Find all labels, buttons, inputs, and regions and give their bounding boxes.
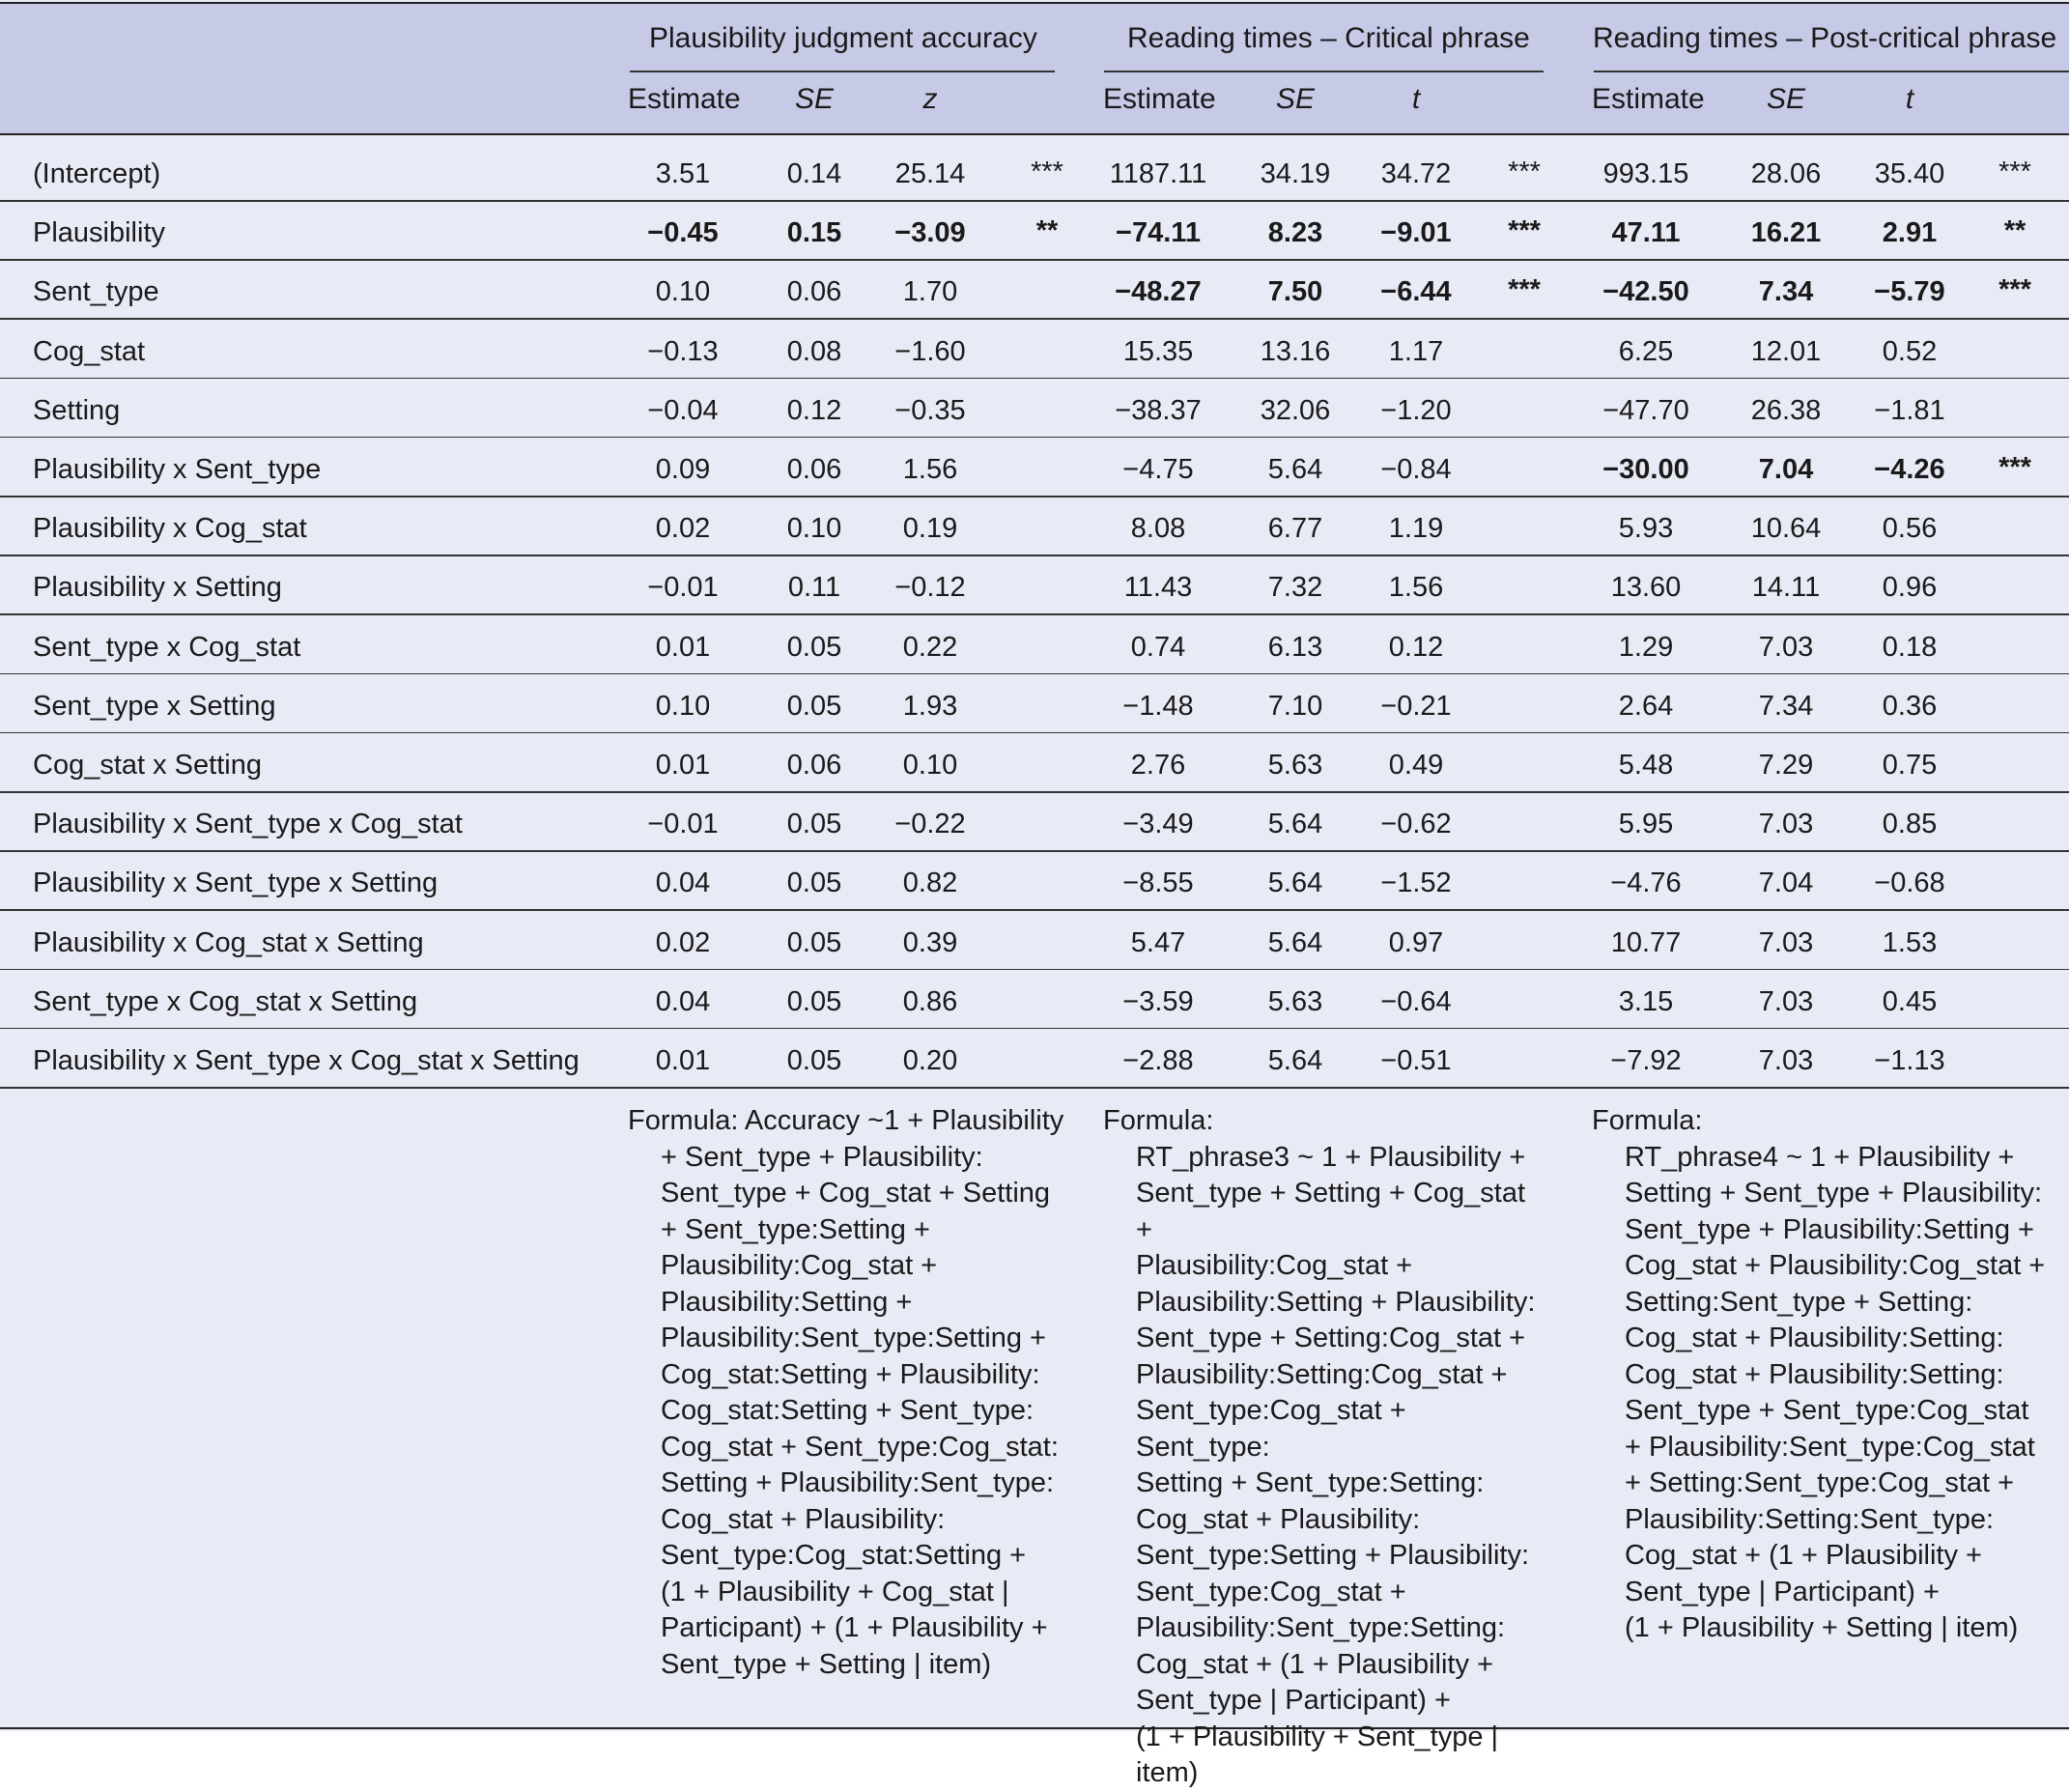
table-cell: 2.64	[1618, 690, 1674, 722]
formula-line: Plausibility:Sent_type:Setting:	[1136, 1612, 1506, 1643]
formula-line: + Sent_type:Setting +	[661, 1213, 930, 1245]
formula-line: Cog_stat + Plausibility:Setting:	[1625, 1358, 2004, 1390]
formula-line: Sent_type + Sent_type:Cog_stat	[1625, 1395, 2029, 1426]
significance-stars: **	[1035, 215, 1059, 247]
significance-stars: ***	[1508, 215, 1541, 247]
table-cell: 0.04	[655, 985, 711, 1017]
formula-line: Cog_stat:Setting + Sent_type:	[661, 1395, 1034, 1426]
table-cell: 13.60	[1610, 572, 1682, 604]
table-cell: 0.15	[786, 217, 842, 249]
table-cell: 10.64	[1750, 513, 1822, 545]
table-cell: 7.04	[1758, 454, 1814, 485]
formula-line: Sent_type:Cog_stat +	[1136, 1576, 1406, 1607]
table-cell: −48.27	[1115, 276, 1202, 308]
table-cell: 0.85	[1882, 809, 1938, 840]
table-cell: −47.70	[1602, 394, 1689, 426]
table-cell: 5.64	[1267, 809, 1323, 840]
table-cell: 10.77	[1610, 926, 1682, 958]
table-cell: −7.92	[1610, 1045, 1682, 1076]
table-cell: 5.64	[1267, 454, 1323, 485]
row-label: Sent_type x Cog_stat x Setting	[33, 985, 418, 1017]
table-cell: −6.44	[1380, 276, 1452, 308]
table-cell: 13.16	[1260, 335, 1331, 367]
subheader-se: SE	[1766, 83, 1806, 115]
subheader-stat: t	[1411, 83, 1421, 115]
table-cell: −0.64	[1380, 985, 1452, 1017]
table-cell: 5.63	[1267, 985, 1323, 1017]
subheader-estimate: Estimate	[628, 83, 741, 115]
table-cell: 34.72	[1380, 158, 1452, 189]
table-cell: 7.03	[1758, 809, 1814, 840]
formula-line: Cog_stat + Plausibility:Cog_stat +	[1625, 1250, 2046, 1281]
table-cell: 0.01	[655, 750, 711, 781]
significance-stars: ***	[1998, 452, 2031, 483]
formula-heading: Formula:	[1103, 1105, 1214, 1136]
table-cell: 0.04	[655, 868, 711, 899]
table-cell: 12.01	[1750, 335, 1822, 367]
formula-line: Plausibility:Setting:Sent_type:	[1625, 1503, 1995, 1535]
table-cell: 0.10	[655, 690, 711, 722]
row-label: Plausibility x Cog_stat x Setting	[33, 926, 424, 958]
table-cell: 1.29	[1618, 631, 1674, 663]
group-rule-critical	[1104, 71, 1544, 72]
row-divider	[0, 613, 2069, 615]
subheader-stat: t	[1905, 83, 1914, 115]
table-cell: −0.45	[647, 217, 719, 249]
table-cell: −0.22	[894, 809, 966, 840]
table-cell: −0.01	[647, 809, 719, 840]
table-cell: −74.11	[1116, 217, 1201, 249]
formula-line: + Plausibility:Sent_type:Cog_stat	[1625, 1431, 2035, 1463]
formula-line: Sent_type:Setting + Plausibility:	[1136, 1540, 1530, 1571]
model-formula	[1592, 1103, 2065, 1647]
significance-stars: ***	[1031, 156, 1063, 187]
row-divider	[0, 200, 2069, 202]
table-cell: −2.88	[1122, 1045, 1194, 1076]
table-cell: 1.17	[1388, 335, 1444, 367]
row-divider	[0, 850, 2069, 852]
table-cell: 0.49	[1388, 750, 1444, 781]
formula-line: Plausibility:Setting + Plausibility:	[1136, 1286, 1536, 1318]
formula-line: Participant) + (1 + Plausibility +	[661, 1612, 1048, 1643]
subheader-stat: z	[922, 83, 938, 115]
table-cell: −3.09	[894, 217, 966, 249]
table-cell: 0.86	[902, 985, 958, 1017]
table-cell: 0.01	[655, 1045, 711, 1076]
formula-line: Sent_type + Cog_stat + Setting	[661, 1178, 1051, 1209]
formula-line: Setting + Plausibility:Sent_type:	[661, 1467, 1055, 1498]
formula-line: Cog_stat + Sent_type:Cog_stat:	[661, 1431, 1059, 1463]
subheader-se: SE	[794, 83, 835, 115]
table-cell: 7.10	[1267, 690, 1323, 722]
table-cell: −0.68	[1874, 868, 1945, 899]
row-label: Sent_type	[33, 276, 159, 308]
row-divider	[0, 259, 2069, 261]
row-divider	[0, 1028, 2069, 1030]
table-cell: −0.62	[1380, 809, 1452, 840]
row-divider	[0, 378, 2069, 380]
table-cell: 0.18	[1882, 631, 1938, 663]
row-label: Plausibility x Sent_type	[33, 454, 322, 485]
table-cell: 7.03	[1758, 926, 1814, 958]
row-divider	[0, 791, 2069, 793]
formula-line: Cog_stat + Plausibility:	[661, 1503, 946, 1535]
group-rule-accuracy	[630, 71, 1055, 72]
table-cell: −4.26	[1874, 454, 1945, 485]
table-cell: 0.39	[902, 926, 958, 958]
row-divider	[0, 496, 2069, 498]
table-cell: 3.51	[655, 158, 711, 189]
formula-line: item)	[1136, 1757, 1199, 1788]
table-cell: 14.11	[1751, 572, 1821, 604]
subheader-estimate: Estimate	[1103, 83, 1216, 115]
table-cell: 1.93	[902, 690, 958, 722]
table-cell: 0.06	[786, 750, 842, 781]
table-cell: 1.19	[1388, 513, 1444, 545]
formula-line: Cog_stat + (1 + Plausibility +	[1136, 1648, 1493, 1680]
formula-line: (1 + Plausibility + Setting | item)	[1625, 1612, 2019, 1643]
formula-line: Plausibility:Cog_stat +	[661, 1250, 938, 1281]
row-label: Cog_stat x Setting	[33, 750, 262, 781]
significance-stars: ***	[1998, 274, 2031, 306]
row-divider	[0, 969, 2069, 971]
table-cell: 5.64	[1267, 926, 1323, 958]
subheader-estimate: Estimate	[1592, 83, 1705, 115]
formula-line: (1 + Plausibility + Cog_stat |	[661, 1576, 1009, 1607]
table-cell: 5.48	[1618, 750, 1674, 781]
table-cell: 0.75	[1882, 750, 1938, 781]
row-divider	[0, 555, 2069, 556]
table-cell: 0.02	[655, 513, 711, 545]
table-cell: 0.97	[1388, 926, 1444, 958]
group-header-critical: Reading times – Critical phrase	[1127, 22, 1530, 54]
table-cell: −38.37	[1115, 394, 1202, 426]
row-divider	[0, 732, 2069, 734]
table-cell: 0.10	[786, 513, 842, 545]
table-cell: 0.09	[655, 454, 711, 485]
formula-line: (1 + Plausibility + Sent_type |	[1136, 1721, 1499, 1752]
formula-line: Cog_stat + Plausibility:Setting:	[1625, 1323, 2004, 1353]
row-divider	[0, 673, 2069, 675]
table-cell: 1.53	[1882, 926, 1938, 958]
formula-line: Sent_type:Cog_stat:Setting +	[661, 1540, 1027, 1571]
row-label: Plausibility x Sent_type x Setting	[33, 868, 439, 899]
table-cell: 0.05	[786, 868, 842, 899]
table-cell: −0.04	[647, 394, 719, 426]
table-cell: 0.02	[655, 926, 711, 958]
table-cell: 2.76	[1130, 750, 1186, 781]
row-label: Plausibility	[33, 217, 165, 249]
table-cell: 6.25	[1618, 335, 1674, 367]
formula-line: Sent_type:Cog_stat + Sent_type:	[1136, 1395, 1406, 1463]
table-cell: −1.20	[1380, 394, 1452, 426]
table-cell: 1.70	[902, 276, 958, 308]
table-cell: 5.64	[1267, 868, 1323, 899]
row-label: Plausibility x Sent_type x Cog_stat	[33, 809, 463, 840]
table-cell: 1.56	[902, 454, 958, 485]
table-cell: 0.56	[1882, 513, 1938, 545]
formula-line: + Sent_type + Plausibility:	[661, 1141, 983, 1173]
table-cell: 0.05	[786, 631, 842, 663]
table-cell: −0.01	[647, 572, 719, 604]
table-cell: −0.21	[1380, 690, 1452, 722]
table-cell: 993.15	[1602, 158, 1689, 189]
table-cell: 47.11	[1611, 217, 1681, 249]
table-cell: −3.49	[1122, 809, 1194, 840]
formula-heading: Formula: Accuracy ~1 + Plausibility	[628, 1105, 1064, 1136]
table-cell: 0.10	[902, 750, 958, 781]
table-cell: 6.77	[1267, 513, 1323, 545]
table-cell: 0.12	[786, 394, 842, 426]
row-label: Plausibility x Setting	[33, 572, 282, 604]
table-cell: −0.35	[894, 394, 966, 426]
table-cell: −0.12	[894, 572, 966, 604]
table-cell: 0.05	[786, 1045, 842, 1076]
subheader-se: SE	[1275, 83, 1316, 115]
formula-line: Sent_type | Participant) +	[1625, 1576, 1940, 1607]
table-cell: 5.93	[1618, 513, 1674, 545]
row-divider	[0, 1087, 2069, 1089]
table-cell: −0.13	[647, 335, 719, 367]
model-formula	[1103, 1103, 1547, 1792]
formula-line: Setting:Sent_type + Setting:	[1625, 1286, 1973, 1318]
table-cell: 5.95	[1618, 809, 1674, 840]
table-cell: 28.06	[1750, 158, 1822, 189]
formula-line: Setting + Sent_type:Setting:	[1136, 1467, 1485, 1498]
table-cell: 0.11	[787, 572, 841, 604]
table-cell: 3.15	[1618, 985, 1674, 1017]
table-cell: −3.59	[1122, 985, 1194, 1017]
significance-stars: ***	[1508, 156, 1541, 187]
table-cell: 7.34	[1758, 690, 1814, 722]
formula-line: Sent_type + Plausibility:Setting +	[1625, 1213, 2034, 1245]
top-rule	[0, 2, 2069, 4]
table-cell: 35.40	[1874, 158, 1945, 189]
table-cell: 0.22	[902, 631, 958, 663]
model-formula	[628, 1103, 1072, 1683]
table-cell: 5.64	[1267, 1045, 1323, 1076]
row-label: Cog_stat	[33, 335, 146, 367]
formula-line: Sent_type | Participant) +	[1136, 1685, 1451, 1716]
table-cell: 0.10	[655, 276, 711, 308]
row-divider	[0, 437, 2069, 439]
table-cell: −4.75	[1122, 454, 1194, 485]
bottom-rule	[0, 1727, 2069, 1729]
table-cell: 7.03	[1758, 631, 1814, 663]
table-cell: 0.06	[786, 454, 842, 485]
table-cell: 0.52	[1882, 335, 1938, 367]
formula-line: Plausibility:Setting +	[661, 1286, 913, 1318]
formula-line: Cog_stat + (1 + Plausibility +	[1625, 1540, 1982, 1571]
formula-line: Plausibility:Setting:Cog_stat +	[1136, 1358, 1508, 1390]
table-cell: 7.50	[1267, 276, 1323, 308]
group-header-accuracy: Plausibility judgment accuracy	[649, 22, 1037, 54]
row-divider	[0, 909, 2069, 911]
formula-line: RT_phrase4 ~ 1 + Plausibility +	[1625, 1141, 2015, 1173]
formula-line: Cog_stat + Plausibility:	[1136, 1503, 1421, 1535]
table-cell: 0.45	[1882, 985, 1938, 1017]
table-cell: −0.84	[1380, 454, 1452, 485]
table-cell: 5.63	[1267, 750, 1323, 781]
formula-line: Cog_stat:Setting + Plausibility:	[661, 1358, 1040, 1390]
formula-line: Sent_type + Setting:Cog_stat +	[1136, 1323, 1526, 1353]
table-cell: −5.79	[1874, 276, 1945, 308]
table-cell: −0.51	[1380, 1045, 1452, 1076]
table-cell: 7.03	[1758, 985, 1814, 1017]
table-cell: 5.47	[1130, 926, 1186, 958]
formula-line: Sent_type + Setting + Cog_stat +	[1136, 1178, 1526, 1245]
table-cell: −42.50	[1602, 276, 1689, 308]
table-cell: 0.05	[786, 926, 842, 958]
table-cell: 1.56	[1388, 572, 1444, 604]
table-cell: 0.20	[902, 1045, 958, 1076]
table-cell: −1.52	[1380, 868, 1452, 899]
group-header-postcritical: Reading times – Post-critical phrase	[1593, 22, 2057, 54]
table-cell: 0.12	[1388, 631, 1444, 663]
table-cell: −9.01	[1380, 217, 1452, 249]
table-cell: 7.34	[1758, 276, 1814, 308]
table-cell: 0.05	[786, 809, 842, 840]
significance-stars: ***	[1508, 274, 1541, 306]
row-label: Plausibility x Sent_type x Cog_stat x Setting	[33, 1045, 580, 1076]
table-cell: 7.03	[1758, 1045, 1814, 1076]
table-cell: −1.13	[1874, 1045, 1945, 1076]
table-cell: 0.14	[786, 158, 842, 189]
table-cell: 7.29	[1758, 750, 1814, 781]
table-cell: −8.55	[1122, 868, 1194, 899]
formula-line: Plausibility:Cog_stat +	[1136, 1250, 1413, 1281]
formula-line: Sent_type + Setting | item)	[661, 1648, 992, 1680]
table-cell: 11.43	[1123, 572, 1193, 604]
table-cell: 15.35	[1122, 335, 1194, 367]
row-label: Sent_type x Setting	[33, 690, 276, 722]
table-cell: 2.91	[1882, 217, 1938, 249]
table-cell: 0.96	[1882, 572, 1938, 604]
table-cell: 0.05	[786, 985, 842, 1017]
table-cell: 0.06	[786, 276, 842, 308]
table-cell: −1.60	[894, 335, 966, 367]
table-cell: −1.81	[1874, 394, 1945, 426]
table-cell: 34.19	[1260, 158, 1331, 189]
table-cell: 7.04	[1758, 868, 1814, 899]
table-cell: −30.00	[1602, 454, 1689, 485]
row-divider	[0, 318, 2069, 320]
table-cell: −4.76	[1610, 868, 1682, 899]
table-cell: 6.13	[1267, 631, 1323, 663]
header-rule	[0, 133, 2069, 135]
formula-line: + Setting:Sent_type:Cog_stat +	[1625, 1467, 2015, 1498]
table-cell: 0.19	[902, 513, 958, 545]
formula-line: Setting + Sent_type + Plausibility:	[1625, 1178, 2043, 1209]
table-cell: 0.08	[786, 335, 842, 367]
group-rule-postcritical	[1594, 71, 2069, 72]
table-cell: 1187.11	[1109, 158, 1207, 189]
row-label: Setting	[33, 394, 121, 426]
table-cell: 32.06	[1260, 394, 1331, 426]
table-cell: 0.36	[1882, 690, 1938, 722]
formula-line: Plausibility:Sent_type:Setting +	[661, 1323, 1046, 1353]
row-label: Plausibility x Cog_stat	[33, 513, 307, 545]
table-cell: 25.14	[894, 158, 966, 189]
table-cell: 0.74	[1130, 631, 1186, 663]
formula-heading: Formula:	[1592, 1105, 1703, 1136]
table-cell: 8.23	[1267, 217, 1323, 249]
table-cell: 0.01	[655, 631, 711, 663]
table-cell: −1.48	[1122, 690, 1194, 722]
table-cell: 0.05	[786, 690, 842, 722]
table-cell: 8.08	[1130, 513, 1186, 545]
table-cell: 7.32	[1267, 572, 1323, 604]
table-cell: 26.38	[1750, 394, 1822, 426]
row-label: (Intercept)	[33, 158, 161, 189]
formula-line: RT_phrase3 ~ 1 + Plausibility +	[1136, 1141, 1526, 1173]
significance-stars: ***	[1998, 156, 2031, 187]
row-label: Sent_type x Cog_stat	[33, 631, 301, 663]
table-cell: 16.21	[1750, 217, 1822, 249]
significance-stars: **	[2003, 215, 2026, 247]
table-cell: 0.82	[902, 868, 958, 899]
